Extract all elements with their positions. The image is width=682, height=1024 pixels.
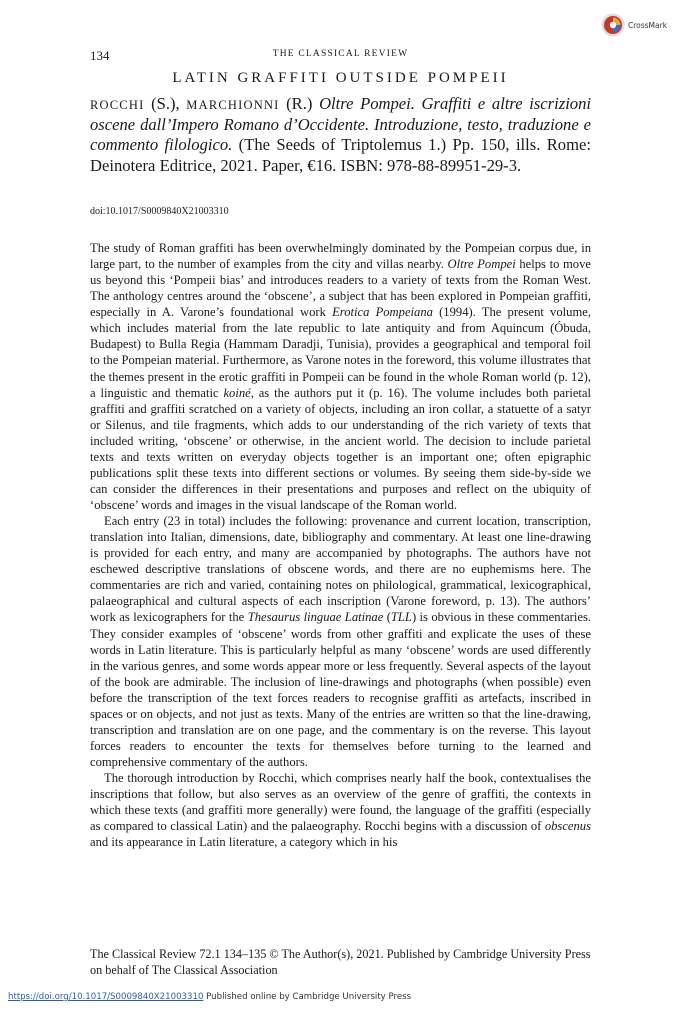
crossmark-icon <box>601 13 625 37</box>
italic-run: obscenus <box>544 819 591 834</box>
citation-separator: , <box>175 94 180 113</box>
text-run: ) is obvious in these commentaries. They consider examples of ‘obscene’ words from other graffiti and explicate the uses of these words in Latin literature. This is particularly helpful as many ‘obscene’ words are used differently in the various genres, and some words appear more or less frequently. Several aspects of the layout of the book are admirable. The inclusion of line-drawings and photographs (when possible) even before the transcription of the text forces readers to recognise graffiti as artefacts, inscribed in spaces or on objects, and not just as texts. Many of the entries are written so that the line-drawing, transcription and translation are on one page, and the commentary is on the reverse. This layout forces readers to encounter the texts for themselves before turning to the learned and comprehensive commentary of the authors. <box>90 610 591 769</box>
text-run: ( <box>383 610 391 625</box>
text-run: and its appearance in Latin literature, a category which in his <box>90 835 398 850</box>
publication-line <box>8 992 411 1002</box>
text-run: , as the authors put it (p. 16). The volume includes both parietal graffiti and graffiti scratched on a variety of objects, including an iron collar, a statuette of a satyr or Silenus, and tile fragments, which adds to our understanding of the rich variety of texts that included writing, ‘obscene’ or otherwise, in the ancient world. The decision to include parietal texts and texts written on everyday objects together is an important one; often epigraphic publications split these texts into different sections or volumes. By seeing them side-by-side we can consider the differences in their presentations and purposes and reflect on the ubiquity of ‘obscene’ words and images in the visual landscape of the Roman world. <box>90 385 591 512</box>
text-run: The thorough introduction by Rocchi, which comprises nearly half the book, contextualises the inscriptions that follow, but also serves as an overview of the genre of graffiti, the contexts in which these texts (and graffiti more generally) were found, the language of the graffiti (especially as compared to classical Latin) and the palaeography. Rocchi begins with a discussion of <box>90 771 591 834</box>
book-citation <box>90 94 591 176</box>
text-run: (1994). The present volume, which includes material from the late republic to late antiquity and from Aquincum (Óbuda, Budapest) to Bulla Regia (Hammam Daradji, Tunisia), provides a geographical and temporal foil to the Pompeian material. Furthermore, as Varone notes in the foreword, this volume illustrates that the themes present in the erotic graffiti in Pompeii can be found in the whole Roman world (p. 12), a linguistic and thematic <box>90 305 591 400</box>
author-2-initial: (R.) <box>286 94 313 113</box>
italic-run: koiné <box>223 385 251 400</box>
paragraph-3 <box>90 770 591 850</box>
text-run: helps to move us beyond this ‘Pompeii bias’ and introduces readers to a variety of texts from the Roman West. The anthology centres around the ‘obscene’, a subject that has been explored in Pompeian graffiti, especially in A. Varone’s foundational work <box>90 257 591 320</box>
crossmark-badge[interactable] <box>601 13 667 37</box>
section-title: LATIN GRAFFITI OUTSIDE POMPEII <box>172 70 509 86</box>
review-doi: doi:10.1017/S0009840X21003310 <box>90 206 229 217</box>
published-online-text: Published online by Cambridge University Press <box>203 992 412 1002</box>
crossmark-label: CrossMark <box>628 20 668 30</box>
italic-run: Oltre Pompei <box>447 257 516 272</box>
page-number: 134 <box>90 48 110 63</box>
doi-link[interactable]: https://doi.org/10.1017/S0009840X21003310 <box>8 992 204 1002</box>
italic-run: Thesaurus linguae Latinae <box>247 610 384 625</box>
copyright-footer <box>90 947 591 978</box>
review-body <box>90 240 591 850</box>
journal-title: THE CLASSICAL REVIEW <box>272 49 409 59</box>
author-1: ROCCHI <box>90 98 145 112</box>
running-header <box>90 48 591 64</box>
paragraph-1 <box>90 240 591 513</box>
book-title: Oltre Pompei. Graffiti e altre iscrizioni oscene dall’Impero Romano d’Occidente. Introduzione, testo, traduzione e commento filologico. <box>90 94 592 155</box>
italic-run: Erotica Pompeiana <box>332 305 433 320</box>
text-run: The study of Roman graffiti has been overwhelmingly dominated by the Pompeian corpus due, in large part, to the number of examples from the city and villas nearby. <box>90 241 591 272</box>
author-2: MARCHIONNI <box>186 98 280 112</box>
italic-run: TLL <box>390 610 412 625</box>
footer-line-1: The Classical Review 72.1 134–135 © The Author(s), 2021. Published by Cambridge University Press <box>90 947 591 961</box>
paragraph-2 <box>90 513 591 770</box>
footer-line-2: on behalf of The Classical Association <box>90 962 278 977</box>
author-1-initial: (S.) <box>151 94 176 113</box>
text-run: Each entry (23 in total) includes the following: provenance and current location, transcription, translation into Italian, dimensions, date, bibliography and commentary. At least one line-drawing is provided for each entry, and many are accompanied by photographs. The authors have not eschewed descriptive translations of obscene words, and there are no euphemisms here. The commentaries are rich and varied, containing notes on philological, grammatical, lexicographical, palaeographical and cultural aspects of each inscription (Varone foreword, p. 13). The authors’ work as lexicographers for the <box>90 514 591 625</box>
book-details: (The Seeds of Triptolemus 1.) Pp. 150, ills. Rome: Deinotera Editrice, 2021. Paper, €16. ISBN: 978-88-89951-29-3. <box>90 135 591 175</box>
